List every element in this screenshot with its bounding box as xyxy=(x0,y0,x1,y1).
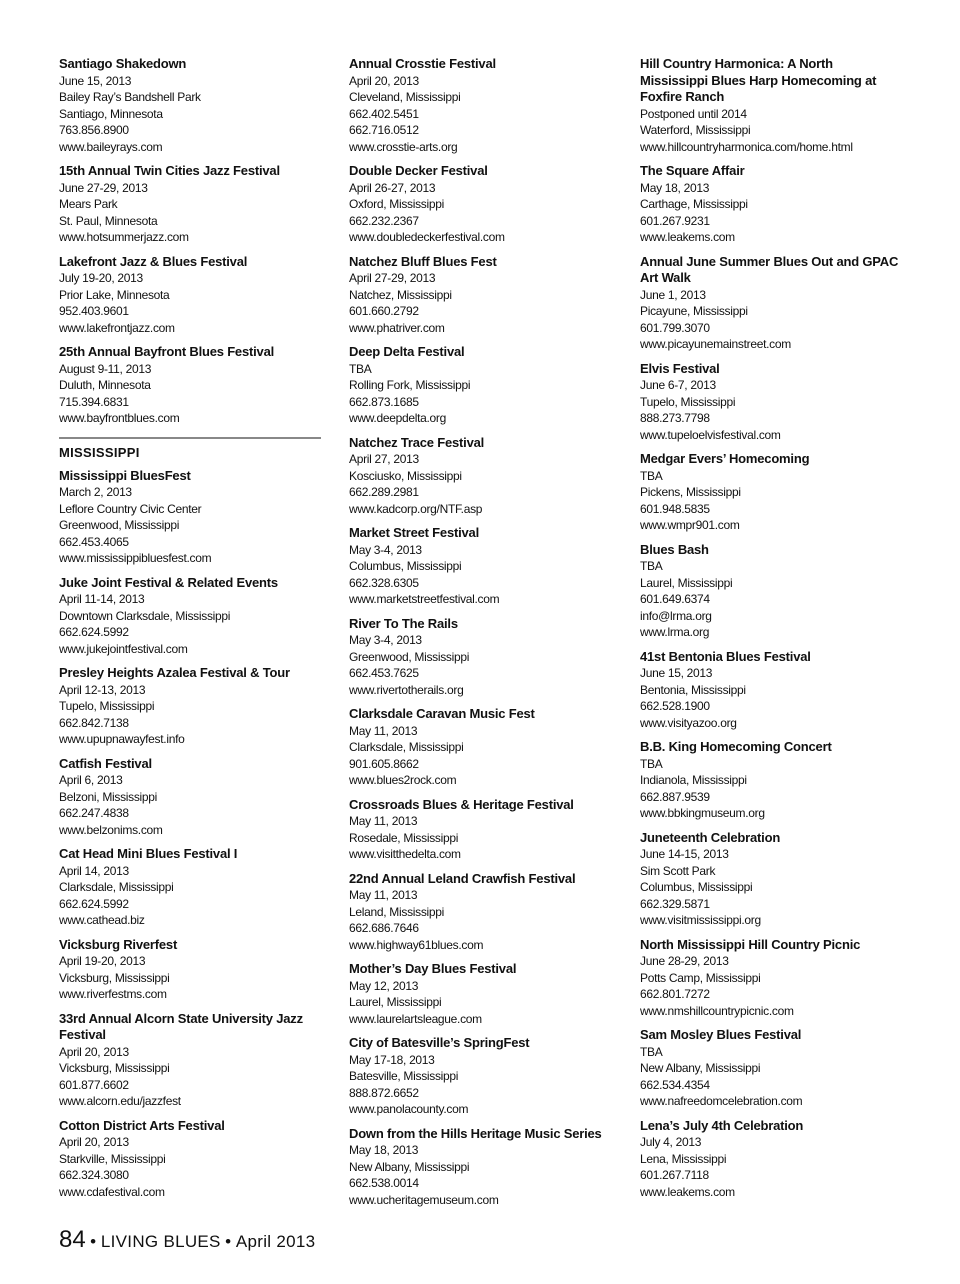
festival-title: Crossroads Blues & Heritage Festival xyxy=(349,796,574,812)
festival-entry xyxy=(640,830,902,929)
festival-link[interactable]: www.doubledeckerfestival.com xyxy=(349,230,505,244)
festival-link[interactable]: www.marketstreetfestival.com xyxy=(349,592,500,606)
festival-entry xyxy=(349,616,611,699)
festival-detail: Waterford, Mississippi xyxy=(640,123,751,137)
festival-link[interactable]: www.rivertotherails.org xyxy=(349,682,464,697)
festival-detail: 662.453.7625 xyxy=(349,666,419,680)
festival-entry xyxy=(349,344,611,427)
festival-entry xyxy=(640,542,902,641)
festival-link[interactable]: www.baileyrays.com xyxy=(59,139,163,154)
festival-link[interactable]: www.ucheritagemuseum.com xyxy=(349,1192,499,1207)
festival-detail: 715.394.6831 xyxy=(59,394,129,409)
festival-entry xyxy=(640,1118,902,1201)
festival-title: Santiago Shakedown xyxy=(59,56,187,71)
festival-detail: June 15, 2013 xyxy=(59,73,132,88)
festival-link[interactable]: www.kadcorp.org/NTF.asp xyxy=(349,501,483,516)
festival-detail: 601.799.3070 xyxy=(640,320,710,335)
festival-link[interactable]: www.riverfestms.com xyxy=(59,987,167,1001)
festival-detail: Tupelo, Mississippi xyxy=(59,699,155,713)
festival-entry xyxy=(349,706,611,789)
festival-detail: Prior Lake, Minnesota xyxy=(59,287,170,302)
festival-title: Natchez Bluff Blues Fest xyxy=(349,253,497,269)
festival-detail: 662.624.5992 xyxy=(59,896,129,911)
festival-title: Mother’s Day Blues Festival xyxy=(349,961,517,976)
festival-detail: St. Paul, Minnesota xyxy=(59,213,158,228)
publication-name: LIVING BLUES xyxy=(100,1232,221,1251)
festival-entry xyxy=(59,665,321,748)
festival-detail: April 6, 2013 xyxy=(59,773,123,787)
festival-detail: April 12-13, 2013 xyxy=(59,682,146,697)
festival-detail: July 4, 2013 xyxy=(640,1135,702,1149)
festival-link[interactable]: www.hillcountryharmonica.com/home.html xyxy=(640,139,853,154)
festival-detail: 662.329.5871 xyxy=(640,896,710,911)
festival-title: Sam Mosley Blues Festival xyxy=(640,1027,802,1042)
festival-detail: Columbus, Mississippi xyxy=(640,880,753,894)
festival-detail: Rosedale, Mississippi xyxy=(349,830,459,845)
festival-detail: 601.267.9231 xyxy=(640,213,710,228)
festival-link[interactable]: www.alcorn.edu/jazzfest xyxy=(59,1094,181,1108)
festival-title: Lena’s July 4th Celebration xyxy=(640,1117,804,1133)
festival-detail: 662.624.5992 xyxy=(59,625,129,639)
festival-detail: Indianola, Mississippi xyxy=(640,773,747,787)
festival-title: Annual Crosstie Festival xyxy=(349,56,496,71)
festival-detail: June 1, 2013 xyxy=(640,287,706,302)
column-3 xyxy=(640,56,902,1208)
festival-detail: April 26-27, 2013 xyxy=(349,180,436,195)
festival-detail: TBA xyxy=(349,361,372,376)
festival-detail: April 27, 2013 xyxy=(349,452,419,466)
festival-entry xyxy=(59,254,321,337)
festival-entry xyxy=(59,163,321,246)
festival-title: Presley Heights Azalea Festival & Tour xyxy=(59,665,290,680)
festival-entry xyxy=(349,871,611,954)
festival-detail: June 6-7, 2013 xyxy=(640,378,716,392)
festival-title: Deep Delta Festival xyxy=(349,344,465,359)
festival-title: North Mississippi Hill Country Picnic xyxy=(640,936,861,952)
festival-detail: Laurel, Mississippi xyxy=(349,995,442,1009)
festival-title: 33rd Annual Alcorn State University Jazz Festival xyxy=(59,1010,303,1042)
festival-detail: Sim Scott Park xyxy=(640,863,716,878)
festival-title: 22nd Annual Leland Crawfish Festival xyxy=(349,870,576,886)
festival-detail: May 17-18, 2013 xyxy=(349,1052,435,1067)
festival-title: The Square Affair xyxy=(640,163,745,178)
festival-detail: 662.887.9539 xyxy=(640,789,710,804)
festival-detail: April 11-14, 2013 xyxy=(59,592,145,606)
festival-detail: 601.649.6374 xyxy=(640,592,710,606)
festival-title: 25th Annual Bayfront Blues Festival xyxy=(59,344,275,359)
festival-detail: Postponed until 2014 xyxy=(640,106,747,121)
festival-detail: 662.324.3080 xyxy=(59,1168,129,1182)
festival-link[interactable]: www.visitmississippi.org xyxy=(640,913,761,927)
festival-detail: 601.660.2792 xyxy=(349,304,419,318)
festival-detail: Lena, Mississippi xyxy=(640,1151,727,1166)
festival-detail: 662.247.4838 xyxy=(59,806,129,820)
festival-link[interactable]: www.lakefrontjazz.com xyxy=(59,320,175,335)
festival-detail: 888.872.6652 xyxy=(349,1085,419,1100)
festival-entry xyxy=(349,961,611,1027)
festival-link[interactable]: www.hotsummerjazz.com xyxy=(59,230,189,244)
festival-link[interactable]: www.cdafestival.com xyxy=(59,1184,165,1199)
festival-title: Vicksburg Riverfest xyxy=(59,936,178,952)
festival-detail: New Albany, Mississippi xyxy=(349,1159,470,1174)
festival-detail: Potts Camp, Mississippi xyxy=(640,970,761,985)
festival-detail: Downtown Clarksdale, Mississippi xyxy=(59,608,231,623)
festival-link[interactable]: www.nafreedomcelebration.com xyxy=(640,1094,803,1108)
festival-entry xyxy=(349,1035,611,1118)
festival-detail: April 27-29, 2013 xyxy=(349,271,436,285)
festival-detail: 763.856.8900 xyxy=(59,123,129,137)
festival-detail: 888.273.7798 xyxy=(640,411,710,425)
festival-entry xyxy=(59,846,321,929)
festival-title: 41st Bentonia Blues Festival xyxy=(640,648,811,664)
festival-detail: Bentonia, Mississippi xyxy=(640,682,746,697)
festival-detail: Kosciusko, Mississippi xyxy=(349,468,462,483)
festival-link[interactable]: www.laurelartsleague.com xyxy=(349,1011,482,1026)
festival-detail: June 27-29, 2013 xyxy=(59,180,148,195)
festival-detail: Natchez, Mississippi xyxy=(349,287,452,302)
festival-link[interactable]: www.upupnawayfest.info xyxy=(59,732,185,746)
festival-detail: April 20, 2013 xyxy=(349,73,419,88)
festival-title: B.B. King Homecoming Concert xyxy=(640,739,832,754)
festival-link[interactable]: www.deepdelta.org xyxy=(349,411,446,425)
festival-detail: Rolling Fork, Mississippi xyxy=(349,378,471,392)
column-2 xyxy=(349,56,611,1216)
festival-link[interactable]: www.wmpr901.com xyxy=(640,518,740,532)
festival-detail: Leflore Country Civic Center xyxy=(59,501,202,516)
festival-entry xyxy=(349,435,611,518)
festival-entry xyxy=(640,163,902,246)
festival-link[interactable]: info@lrma.org xyxy=(640,608,712,623)
festival-detail: May 18, 2013 xyxy=(640,180,710,195)
festival-detail: Columbus, Mississippi xyxy=(349,559,462,573)
page-number: 84 xyxy=(59,1226,86,1253)
festival-entry xyxy=(59,756,321,839)
festival-detail: 662.873.1685 xyxy=(349,394,419,409)
festival-link[interactable]: www.picayunemainstreet.com xyxy=(640,337,791,351)
festival-detail: TBA xyxy=(640,756,663,771)
festival-detail: Laurel, Mississippi xyxy=(640,575,733,590)
festival-detail: August 9-11, 2013 xyxy=(59,361,152,376)
festival-detail: Oxford, Mississippi xyxy=(349,197,444,211)
festival-detail: Starkville, Mississippi xyxy=(59,1151,166,1166)
festival-detail: 601.877.6602 xyxy=(59,1077,129,1092)
festival-title: Hill Country Harmonica: A North Mississippi Blues Harp Homecoming at Foxfire Ranch xyxy=(640,56,877,104)
festival-detail: May 18, 2013 xyxy=(349,1143,419,1157)
festival-entry xyxy=(640,1027,902,1110)
festival-detail: Clarksdale, Mississippi xyxy=(59,880,174,894)
footer-bullet-1: • xyxy=(90,1232,97,1251)
festival-detail: Clarksdale, Mississippi xyxy=(349,740,464,754)
festival-entry xyxy=(59,468,321,567)
festival-link[interactable]: www.phatriver.com xyxy=(349,320,445,335)
festival-detail: Duluth, Minnesota xyxy=(59,378,151,392)
festival-link[interactable]: www.highway61blues.com xyxy=(349,937,484,952)
festival-title: Mississippi BluesFest xyxy=(59,467,191,483)
festival-entry xyxy=(640,739,902,822)
festival-title: Cotton District Arts Festival xyxy=(59,1117,225,1133)
festival-detail: 662.289.2981 xyxy=(349,485,419,499)
festival-detail: May 3-4, 2013 xyxy=(349,542,422,557)
festival-link[interactable]: www.visityazoo.org xyxy=(640,715,737,730)
festival-entry xyxy=(349,163,611,246)
festival-title: Natchez Trace Festival xyxy=(349,434,485,450)
festival-detail: 662.801.7272 xyxy=(640,987,710,1001)
festival-detail: 662.528.1900 xyxy=(640,699,710,713)
festival-detail: June 15, 2013 xyxy=(640,666,713,680)
festival-detail: May 11, 2013 xyxy=(349,723,418,738)
festival-detail: Greenwood, Mississippi xyxy=(59,518,180,532)
festival-title: Cat Head Mini Blues Festival I xyxy=(59,846,238,861)
festival-detail: 662.716.0512 xyxy=(349,123,419,137)
section-heading: MISSISSIPPI xyxy=(59,444,140,460)
festival-entry xyxy=(640,56,902,155)
festival-detail: May 11, 2013 xyxy=(349,814,418,828)
festival-entry xyxy=(640,649,902,732)
festival-link[interactable]: www.visitthedelta.com xyxy=(349,847,461,861)
festival-title: Juke Joint Festival & Related Events xyxy=(59,574,278,590)
festival-entry xyxy=(640,451,902,534)
festival-detail: Carthage, Mississippi xyxy=(640,197,748,211)
festival-entry xyxy=(59,1011,321,1110)
festival-detail: 662.453.4065 xyxy=(59,534,129,549)
festival-link[interactable]: www.blues2rock.com xyxy=(349,773,457,787)
festival-link[interactable]: www.crosstie-arts.org xyxy=(349,139,458,154)
festival-detail: April 20, 2013 xyxy=(59,1135,129,1149)
festival-link[interactable]: www.belzonims.com xyxy=(59,822,163,837)
festival-detail: May 12, 2013 xyxy=(349,978,419,993)
festival-entry xyxy=(349,254,611,337)
festival-detail: May 3-4, 2013 xyxy=(349,633,422,647)
festival-title: City of Batesville’s SpringFest xyxy=(349,1035,530,1050)
festival-title: Elvis Festival xyxy=(640,360,720,376)
festival-title: Down from the Hills Heritage Music Series xyxy=(349,1125,602,1141)
festival-detail: Vicksburg, Mississippi xyxy=(59,970,170,985)
festival-entry xyxy=(349,525,611,608)
festival-entry xyxy=(349,1126,611,1209)
section-header xyxy=(59,437,321,460)
festival-entry xyxy=(640,254,902,353)
festival-entry xyxy=(59,575,321,658)
festival-title: 15th Annual Twin Cities Jazz Festival xyxy=(59,163,280,178)
festival-link[interactable]: www.mississippibluesfest.com xyxy=(59,551,212,565)
festival-title: Clarksdale Caravan Music Fest xyxy=(349,706,535,721)
festival-detail: 662.402.5451 xyxy=(349,106,419,121)
festival-detail: 662.842.7138 xyxy=(59,715,129,730)
festival-link[interactable]: www.bayfrontblues.com xyxy=(59,411,180,425)
festival-detail: April 20, 2013 xyxy=(59,1044,129,1059)
festival-link[interactable]: www.panolacounty.com xyxy=(349,1102,469,1116)
festival-detail: 601.267.7118 xyxy=(640,1168,709,1182)
festival-entry xyxy=(59,56,321,155)
festival-detail: Greenwood, Mississippi xyxy=(349,649,470,664)
festival-detail: TBA xyxy=(640,1044,663,1059)
festival-detail: Belzoni, Mississippi xyxy=(59,789,158,804)
festival-detail: Mears Park xyxy=(59,197,118,211)
festival-title: Double Decker Festival xyxy=(349,163,488,178)
festival-detail: May 11, 2013 xyxy=(349,888,418,902)
festival-detail: TBA xyxy=(640,559,663,573)
festival-link[interactable]: www.nmshillcountrypicnic.com xyxy=(640,1003,794,1018)
festival-link[interactable]: www.cathead.biz xyxy=(59,913,145,927)
festival-detail: 952.403.9601 xyxy=(59,304,129,318)
festival-title: Juneteenth Celebration xyxy=(640,829,781,845)
festival-detail: 662.538.0014 xyxy=(349,1176,419,1190)
festival-title: Blues Bash xyxy=(640,541,709,557)
festival-entry xyxy=(349,56,611,155)
festival-title: Catfish Festival xyxy=(59,755,152,771)
festival-entry xyxy=(640,937,902,1020)
festival-detail: July 19-20, 2013 xyxy=(59,271,143,285)
festival-detail: 662.686.7646 xyxy=(349,921,419,935)
festival-detail: Bailey Ray’s Bandshell Park xyxy=(59,90,201,104)
page-footer xyxy=(59,1226,315,1254)
festival-link[interactable]: www.jukejointfestival.com xyxy=(59,641,188,656)
festival-title: Medgar Evers’ Homecoming xyxy=(640,451,810,466)
festival-title: River To The Rails xyxy=(349,615,458,631)
festival-entry xyxy=(640,361,902,444)
festival-detail: March 2, 2013 xyxy=(59,485,132,499)
column-1 xyxy=(59,56,321,1208)
festival-link[interactable]: www.leakems.com xyxy=(640,1184,735,1199)
festival-link[interactable]: www.lrma.org xyxy=(640,625,710,639)
festival-detail: Cleveland, Mississippi xyxy=(349,90,461,104)
festival-detail: 601.948.5835 xyxy=(640,501,710,516)
festival-detail: Pickens, Mississippi xyxy=(640,485,741,499)
festival-detail: Tupelo, Mississippi xyxy=(640,394,736,409)
issue-date: April 2013 xyxy=(235,1232,316,1251)
festival-detail: Picayune, Mississippi xyxy=(640,304,748,318)
festival-link[interactable]: www.bbkingmuseum.org xyxy=(640,806,765,820)
festival-title: Market Street Festival xyxy=(349,525,479,540)
festival-detail: April 19-20, 2013 xyxy=(59,954,146,968)
footer-bullet-2: • xyxy=(225,1232,232,1251)
festival-detail: Leland, Mississippi xyxy=(349,904,445,919)
festival-detail: June 14-15, 2013 xyxy=(640,847,729,861)
festival-detail: New Albany, Mississippi xyxy=(640,1061,761,1075)
festival-entry xyxy=(59,1118,321,1201)
festival-detail: Santiago, Minnesota xyxy=(59,106,163,121)
festival-title: Lakefront Jazz & Blues Festival xyxy=(59,253,248,269)
festival-entry xyxy=(59,937,321,1003)
festival-detail: Vicksburg, Mississippi xyxy=(59,1061,170,1075)
festival-detail: 662.328.6305 xyxy=(349,575,419,590)
festival-entry xyxy=(349,797,611,863)
festival-link[interactable]: www.tupeloelvisfestival.com xyxy=(640,427,781,442)
festival-link[interactable]: www.leakems.com xyxy=(640,230,735,244)
festival-entry xyxy=(59,344,321,427)
festival-detail: Batesville, Mississippi xyxy=(349,1069,459,1083)
festival-detail: 662.232.2367 xyxy=(349,213,419,228)
festival-title: Annual June Summer Blues Out and GPAC Art Walk xyxy=(640,253,899,285)
festival-detail: June 28-29, 2013 xyxy=(640,954,729,968)
festival-detail: April 14, 2013 xyxy=(59,863,129,878)
festival-detail: TBA xyxy=(640,468,663,483)
festival-detail: 901.605.8662 xyxy=(349,756,419,771)
festival-detail: 662.534.4354 xyxy=(640,1077,710,1092)
